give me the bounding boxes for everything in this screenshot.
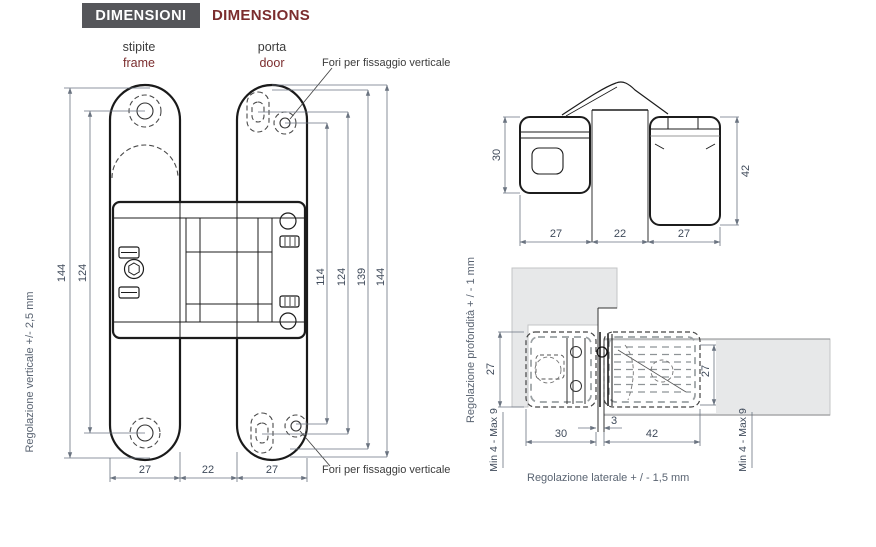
top-hole-note: Fori per fissaggio verticale [322, 57, 451, 69]
lateral-adjustment-label: Regolazione laterale + / - 1,5 mm [527, 472, 690, 484]
dim-144-left: 144 [56, 263, 68, 283]
dim-124-left: 124 [77, 263, 89, 283]
title-italian: DIMENSIONI [82, 3, 200, 28]
dim-top-frame-width: 27 [549, 228, 563, 240]
dim-top-gap: 22 [613, 228, 627, 240]
dim-section-gap: 3 [610, 415, 618, 427]
dim-center-gap: 22 [201, 464, 215, 476]
dim-124-right: 124 [336, 267, 348, 287]
dim-body-height-right: 27 [700, 364, 712, 378]
top-view-drawing [503, 82, 739, 246]
frame-hinge-body [526, 332, 596, 407]
dim-144-right: 144 [375, 267, 387, 287]
min-max-left-label: Min 4 - Max 9 [488, 408, 500, 472]
dim-door-body-depth: 42 [740, 164, 752, 178]
depth-adjustment-label: Regolazione profondità + / - 1 mm [465, 256, 477, 424]
dim-frame-body-length: 30 [554, 428, 568, 440]
title-english: DIMENSIONS [212, 7, 311, 24]
frame-label-en: frame [123, 56, 155, 70]
dim-139-right: 139 [356, 267, 368, 287]
dim-top-door-width: 27 [677, 228, 691, 240]
dim-body-height-left: 27 [485, 362, 497, 376]
min-max-right-label: Min 4 - Max 9 [737, 408, 749, 472]
dim-door-plate-width: 27 [265, 464, 279, 476]
dim-door-body-length: 42 [645, 428, 659, 440]
frame-label-it: stipite [122, 40, 156, 54]
bottom-hole-note: Fori per fissaggio verticale [322, 464, 451, 476]
dim-114-right: 114 [315, 268, 327, 286]
section-view-drawing [498, 268, 830, 468]
door-label-en: door [259, 56, 285, 70]
dim-frame-plate-width: 27 [138, 464, 152, 476]
vertical-adjustment-label: Regolazione verticale +/- 2,5 mm [24, 291, 36, 453]
door-label-it: porta [257, 40, 287, 54]
dim-frame-body-depth: 30 [491, 148, 503, 162]
hinge-mechanism [113, 202, 305, 338]
